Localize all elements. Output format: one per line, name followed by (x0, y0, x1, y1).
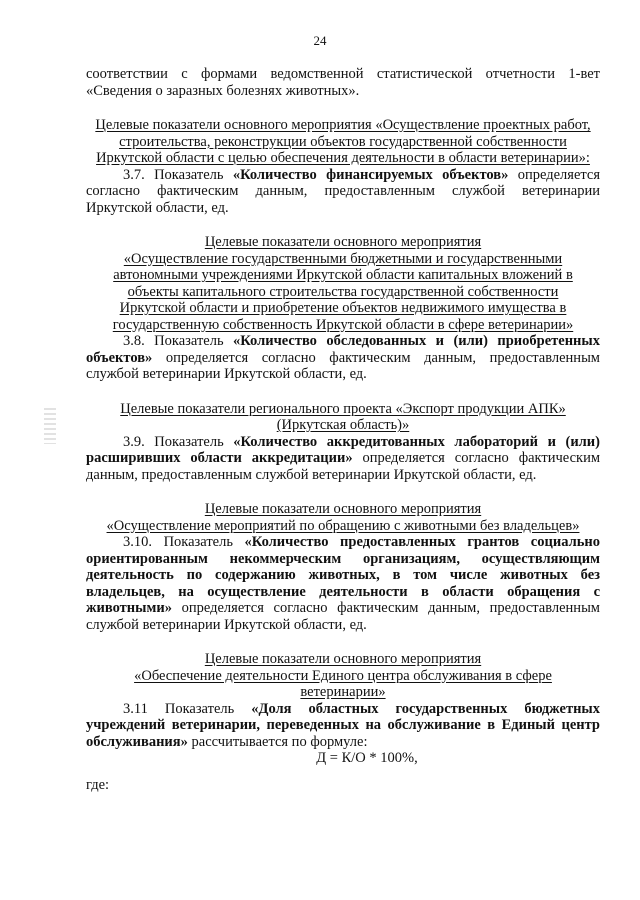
section-heading-line: «Обеспечение деятельности Единого центра обслуживания в сфере (134, 667, 552, 684)
section-heading-line: Целевые показатели регионального проекта «Экспорт продукции АПК» (120, 400, 566, 417)
section-heading-line: Целевые показатели основного мероприятия (204, 651, 482, 667)
section-heading-line: автономными учреждениями Иркутской области капитальных вложений в (113, 267, 573, 283)
section-heading-line: Целевые показатели основного мероприятия (204, 234, 482, 250)
section-heading-line: ветеринарии» (300, 684, 386, 700)
section-3-9 (86, 401, 600, 484)
section-heading-line: Иркутской области и приобретение объектов недвижимого имущества в (119, 300, 567, 316)
document-body (86, 66, 600, 793)
section-3-10 (86, 501, 600, 633)
section-heading-line: объекты капитального строительства государственной собственности (127, 283, 559, 300)
indicator-paragraph: 3.10. Показатель «Количество предоставленных грантов социально ориентированным некоммерческим организациям, осуществляющим деятельность по содержанию животных, в том числе животных без владельцев, на осуществление деятельности в области обращения с животными» определяется согласно фактическим данным, предоставленным службой ветеринарии Иркутской области, ед. (86, 534, 600, 633)
section-heading-line: государственную собственность Иркутской области в сфере ветеринарии» (112, 316, 574, 333)
page-number: 24 (313, 33, 327, 48)
indicator-paragraph: 3.9. Показатель «Количество аккредитованных лабораторий и (или) расширивших области аккредитации» определяется согласно фактическим данным, предоставленным службой ветеринарии Иркутской области, ед. (86, 433, 601, 483)
scan-artifact (44, 408, 56, 444)
indicator-name: «Доля областных государственных бюджетных учреждений ветеринарии, переведенных на обслуживание в Единый центр обслуживания» (86, 700, 600, 750)
section-heading-line: «Осуществление мероприятий по обращению с животными без владельцев» (106, 517, 580, 534)
indicator-paragraph: 3.11 Показатель «Доля областных государственных бюджетных учреждений ветеринарии, переведенных на обслуживание в Единый центр обслуживания» рассчитывается по формуле: (86, 700, 600, 750)
indicator-paragraph: 3.8. Показатель «Количество обследованных и (или) приобретенных объектов» определяется согласно фактическим данным, предоставленным службой ветеринарии Иркутской области, ед. (86, 333, 600, 382)
formula: Д = К/О * 100%, (316, 750, 418, 766)
section-heading-line: Целевые показатели основного мероприятия (204, 501, 482, 517)
indicator-name: «Количество аккредитованных лабораторий и (или) расширивших области аккредитации» (86, 433, 600, 466)
section-heading-line: (Иркутская область)» (276, 417, 410, 433)
section-heading-line: «Осуществление государственными бюджетными и государственными (123, 250, 563, 267)
where-label: где: (86, 776, 110, 793)
indicator-paragraph: 3.7. Показатель «Количество финансируемых объектов» определяется согласно фактическим данным, предоставленным службой ветеринарии Иркутской области, ед. (86, 166, 600, 216)
section-3-8 (86, 234, 600, 383)
section-heading-line: Целевые показатели основного мероприятия «Осуществление проектных работ, (95, 117, 591, 133)
indicator-name: «Количество предоставленных грантов социально ориентированным некоммерческим организациям, осуществляющим деятельность по содержанию животных, в том числе животных без владельцев, на осуществление деятельности в области обращения с животными» (86, 534, 600, 616)
section-heading-line: строительства, реконструкции объектов государственной собственности (119, 133, 567, 150)
indicator-name: «Количество финансируемых объектов» (232, 166, 509, 183)
section-heading-line: Иркутской области с целью обеспечения деятельности в области ветеринарии»: (96, 150, 590, 166)
section-3-7 (86, 117, 600, 216)
intro-paragraph: соответствии с формами ведомственной статистической отчетности 1-вет «Сведения о заразных болезнях животных». (86, 66, 600, 99)
indicator-name: «Количество обследованных и (или) приобретенных объектов» (86, 333, 600, 366)
section-3-11 (86, 651, 600, 793)
